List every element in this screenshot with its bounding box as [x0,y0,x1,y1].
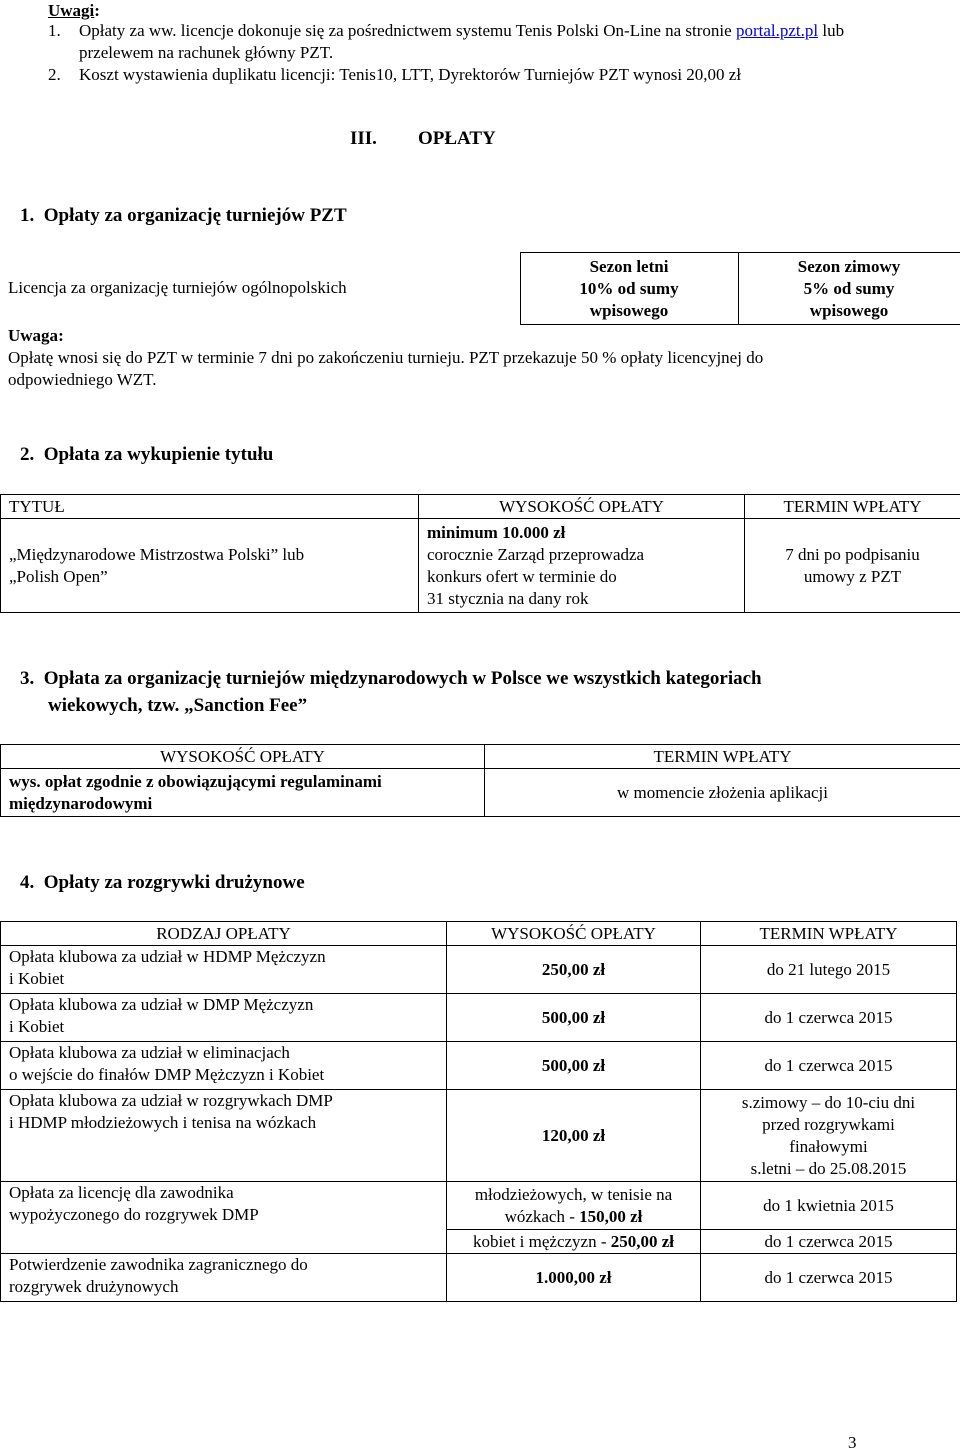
title-term-cell: 7 dni po podpisaniu umowy z PZT [745,519,960,613]
table-row [1,1182,957,1230]
fee-amount: 500,00 zł [447,994,701,1042]
section-3-title-line1: 3. Opłata za organizację turniejów międzynarodowych w Polsce we wszystkich kategoriach [20,668,762,690]
header-amount: WYSOKOŚĆ OPŁATY [419,495,745,519]
note-item-1-line2: przelewem na rachunek główny PZT. [79,42,333,64]
section-2-table [0,494,960,613]
note-item-1: 1. [48,20,61,42]
section-1-note-line1: Opłatę wnosi się do PZT w terminie 7 dni po zakończeniu turnieju. PZT przekazuje 50 % opłaty licencyjnej do [8,347,763,369]
chapter-title: OPŁATY [418,128,496,150]
fee-type: Potwierdzenie zawodnika zagranicznego do rozgrywek drużynowych [1,1254,447,1302]
fee-amount: młodzieżowych, w tenisie na wózkach - 150,00 zł [447,1182,701,1230]
license-label: Licencja za organizację turniejów ogólnopolskich [0,253,520,325]
section-1-note-line2: odpowiedniego WZT. [8,369,157,391]
notes-heading: Uwagi: [48,0,100,22]
fee-amount: 500,00 zł [447,1042,701,1090]
table-row [1,1090,957,1182]
table-row [1,946,957,994]
note-item-1-text: Opłaty za ww. licencje dokonuje się za pośrednictwem systemu Tenis Polski On-Line na stronie portal.pzt.pl lub [79,20,844,42]
fee-amount: 250,00 zł [447,946,701,994]
header-term: TERMIN WPŁATY [701,922,957,946]
section-1-title: 1. Opłaty za organizację turniejów PZT [20,205,347,227]
fee-amount: kobiet i mężczyzn - 250,00 zł [447,1230,701,1254]
fee-term: do 1 czerwca 2015 [701,1230,957,1254]
table-row [1,994,957,1042]
fee-term: do 21 lutego 2015 [701,946,957,994]
fee-type: Opłata za licencję dla zawodnika wypożyczonego do rozgrywek DMP [1,1182,447,1254]
header-amount: WYSOKOŚĆ OPŁATY [447,922,701,946]
table-row [1,1042,957,1090]
winter-season-cell: Sezon zimowy 5% od sumy wpisowego [738,253,960,325]
title-amount-cell: minimum 10.000 zł corocznie Zarząd przeprowadza konkurs ofert w terminie do 31 stycznia na dany rok [419,519,745,613]
section-3-table [0,744,960,817]
section-1-note-label: Uwaga: [8,325,64,347]
header-term: TERMIN WPŁATY [745,495,960,519]
header-type: RODZAJ OPŁATY [1,922,447,946]
title-name-cell: „Międzynarodowe Mistrzostwa Polski” lub „Polish Open” [1,519,419,613]
fee-type: Opłata klubowa za udział w HDMP Mężczyzn i Kobiet [1,946,447,994]
summer-season-cell: Sezon letni 10% od sumy wpisowego [520,253,738,325]
fee-term: s.zimowy – do 10-ciu dni przed rozgrywkami finałowymi s.letni – do 25.08.2015 [701,1090,957,1182]
sanction-term-cell: w momencie złożenia aplikacji [485,769,960,817]
fee-term: do 1 czerwca 2015 [701,994,957,1042]
section-2-title: 2. Opłata za wykupienie tytułu [20,444,273,466]
section-4-table [0,921,957,1302]
chapter-number: III. [350,128,377,150]
section-4-title: 4. Opłaty za rozgrywki drużynowe [20,872,305,894]
fee-term: do 1 czerwca 2015 [701,1254,957,1302]
fee-type: Opłata klubowa za udział w DMP Mężczyzn i Kobiet [1,994,447,1042]
note-item-2-text: Koszt wystawienia duplikatu licencji: Tenis10, LTT, Dyrektorów Turniejów PZT wynosi 20,00 zł [79,64,741,86]
note-item-2-num: 2. [48,64,61,86]
fee-amount: 120,00 zł [447,1090,701,1182]
sanction-amount-cell: wys. opłat zgodnie z obowiązującymi regulaminami międzynarodowymi [1,769,485,817]
header-title: TYTUŁ [1,495,419,519]
page-number: 3 [848,1432,857,1454]
section-3-title-line2: wiekowych, tzw. „Sanction Fee” [48,695,307,717]
header-amount: WYSOKOŚĆ OPŁATY [1,745,485,769]
table-row [1,1254,957,1302]
fee-type: Opłata klubowa za udział w rozgrywkach DMP i HDMP młodzieżowych i tenisa na wózkach [1,1090,447,1182]
header-term: TERMIN WPŁATY [485,745,960,769]
fee-amount: 1.000,00 zł [447,1254,701,1302]
fee-term: do 1 czerwca 2015 [701,1042,957,1090]
portal-link[interactable]: portal.pzt.pl [736,21,818,40]
section-1-table [0,252,960,325]
fee-type: Opłata klubowa za udział w eliminacjach o wejście do finałów DMP Mężczyzn i Kobiet [1,1042,447,1090]
fee-term: do 1 kwietnia 2015 [701,1182,957,1230]
